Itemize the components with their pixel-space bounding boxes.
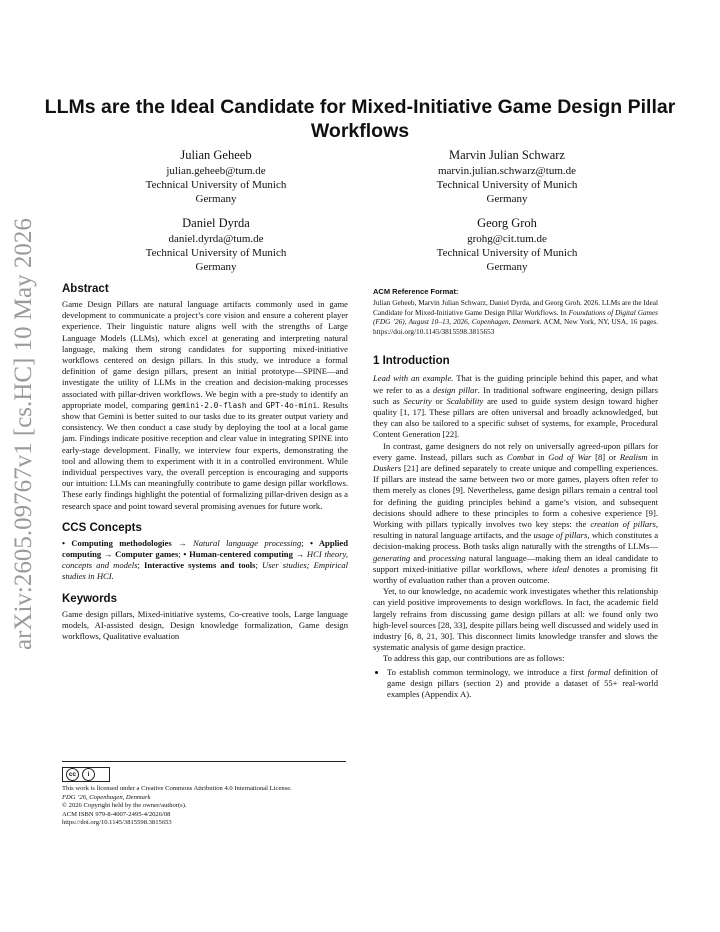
license-doi[interactable]: https://doi.org/10.1145/3815598.3815653 (62, 819, 172, 827)
ccs-sep: ; (301, 537, 304, 548)
author-country: Germany (195, 193, 237, 205)
acm-ref-venue: Foundations of Digital Games (FDG ’26), August 10–13, 2026, Copenhagen, Denmark (373, 307, 658, 327)
ccs-term: • Human-centered computing (183, 549, 293, 560)
author-affiliation: Technical University of Munich (436, 179, 578, 191)
author-country: Germany (195, 261, 237, 273)
arrow-glyph: → (295, 549, 305, 560)
intro-lead: Lead with an example. (373, 373, 454, 384)
license-copyright: © 2026 Copyright held by the owner/author(s). (62, 802, 187, 810)
ccs-term: HCI theory, concepts and models (62, 549, 348, 571)
abstract-part: Game Design Pillars are natural language artifacts commonly used in game development to communicate a project’s core vision and ensure a coherent player experience. Their linguistic nature aligns well with the strengths of Large Language Models (LLMs), which excel at generating and interpreting natural language, making them strong candidates for supporting mixed-initiative workflows centered on design pillars. In this study, we introduce a formal definition of game design pillars, present an initial prototype—SPINE—and investigate the utility of LLMs in the creation and decision-making processes associated with pillar-driven workflows. We begin with a pre-study to identify an appropriate model, comparing (62, 299, 348, 410)
ccs-term: • Computing methodologies (62, 537, 172, 548)
contribution-list (373, 667, 658, 701)
model-name: gemini-2.0-flash (171, 400, 247, 410)
author-block (96, 215, 336, 274)
ccs-text (62, 538, 348, 583)
author-block (387, 215, 627, 274)
author-country: Germany (486, 193, 528, 205)
acm-ref-part: Julian Geheeb, Marvin Julian Schwarz, Daniel Dyrda, and Georg Groh. 2026. LLMs are the Ideal Candidate for Mixed-Initiative Game Design Pillar Workflows. In (373, 298, 658, 317)
author-email[interactable]: julian.geheeb@tum.de (166, 165, 266, 177)
author-name: Daniel Dyrda (182, 216, 250, 230)
abstract-text (62, 299, 348, 512)
author-name: Georg Groh (477, 216, 537, 230)
ccs-sep: ; (137, 560, 140, 571)
intro-paragraph: In contrast, game designers do not rely on universally agreed-upon pillars for every game. Instead, pillars such as Combat in God of War [8] or Realism in Duskers [21] are defined separately to create unique and compelling experiences. If pillars are instead the same between two or more games, players often refer to them merely as clones [9]. Nevertheless, game design pillars remain a central tool for defining the guiding principles behind a game’s vision, and subsequent decisions should adhere to these principles to form a cohesive experience [9]. Working with pillars typically involves two key steps: the creation of pillars, resulting in natural language artifacts, and the usage of pillars, which constitutes a decision-making process. Both tasks align naturally with the strengths of LLMs—generating and processing natural language—making them an ideal candidate to support mixed-initiative pillar workflows, where ideal denotes a promising fit worthy of evaluation rather than a proven outcome. (373, 440, 659, 586)
acm-ref-text (373, 298, 658, 336)
author-name: Julian Geheeb (180, 148, 252, 162)
acm-ref-part: . ACM, New York, NY, USA, 16 pages. https://doi.org/10.1145/3815598.3815653 (373, 317, 658, 336)
author-email[interactable]: grohg@cit.tum.de (467, 233, 547, 245)
arxiv-stamp: arXiv:2605.09767v1 [cs.HC] 10 May 2026 (10, 218, 37, 650)
right-column (373, 287, 658, 700)
abstract-part: . Results show that Gemini is better suited to our tasks due to its greater output variety and consistency. We then conduct a case study by deploying the tool at a local game jam. Findings indicate positive reception and clear value in integrating SPINE into early-stage development. Finally, we interview four experts, demonstrating the tool and allowing them to experiment with it in a controlled environment. While individual perspectives vary, the overall perception is encouraging and supports our intuition: LLMs can meaningfully contribute to game design pillar workflows. These early findings highlight the potential of formalizing pillar-driven design as a research space and point toward several promising avenues for future work. (62, 399, 348, 511)
intro-paragraph: Lead with an example. That is the guiding principle behind this paper, and what we refer to as a design pillar. In traditional software engineering, design pillars such as Security or Scalability are used to guide system design toward higher quality [1, 17]. These pillars are often universal and broadly acknowledged, but they can also be tailored to a specific subset of systems, for example, Procedural Content Generation [22]. (373, 373, 659, 440)
paper-title: LLMs are the Ideal Candidate for Mixed-Initiative Game Design Pillar Workflows (44, 96, 676, 142)
license-venue: FDG ’26, Copenhagen, Denmark (62, 793, 151, 801)
ccs-term: User studies; Empirical studies in HCI. (62, 560, 348, 582)
author-affiliation: Technical University of Munich (145, 179, 287, 191)
arrow-glyph: → (178, 537, 187, 548)
arrow-glyph: → (103, 549, 113, 560)
left-column (62, 283, 348, 642)
author-affiliation: Technical University of Munich (436, 247, 578, 259)
license-isbn: ACM ISBN 979-8-4007-2495-4/2026/08 (62, 810, 171, 818)
keywords-heading: Keywords (62, 592, 117, 605)
intro-paragraph: Yet, to our knowledge, no academic work investigates whether this relationship can yield positive improvements to design workflows. In fact, the academic field largely refrains from discussing game design pillars at all: we found only two high-level sources [28, 33], despite pillars being well discussed and widely used in industry [6, 8, 21, 30]. This disconnect limits knowledge transfer and slows the systematic analysis of game design practice. (373, 586, 658, 653)
author-block (387, 147, 627, 206)
list-item: • To establish common terminology, we introduce a first formal definition of game design pillars (section 2) and provide a dataset of 55+ real-world examples (Appendix A). (387, 667, 658, 701)
author-affiliation: Technical University of Munich (145, 247, 287, 259)
intro-heading: 1 Introduction (373, 355, 450, 368)
author-country: Germany (486, 261, 528, 273)
ccs-sep: ; (255, 560, 258, 571)
license-line: This work is licensed under a Creative Commons Attribution 4.0 International License. (62, 785, 292, 792)
author-block (96, 147, 336, 206)
license-divider (62, 761, 346, 762)
ccs-sep: ; (178, 549, 181, 560)
author-email[interactable]: daniel.dyrda@tum.de (168, 233, 264, 245)
cc-icon: cc (66, 768, 79, 781)
by-icon: i (82, 768, 95, 781)
ccs-heading: CCS Concepts (62, 521, 142, 534)
abstract-heading: Abstract (62, 283, 109, 295)
ccs-term: • Applied computing (62, 537, 348, 560)
intro-paragraph: To address this gap, our contributions are as follows: (383, 653, 565, 664)
ccs-term: Interactive systems and tools (143, 560, 256, 571)
abstract-part: and (249, 399, 263, 410)
acm-ref-heading: ACM Reference Format: (373, 287, 459, 296)
model-name: GPT-4o-mini (265, 400, 318, 410)
ccs-term: Natural language processing (192, 537, 302, 548)
cc-by-badge[interactable] (62, 767, 110, 782)
keywords-text: Game design pillars, Mixed-initiative systems, Co-creative tools, Large language models, AI-assisted design, Design knowledge formalization, Game design workflows, Qualitative evaluation (62, 608, 348, 642)
author-email[interactable]: marvin.julian.schwarz@tum.de (437, 165, 577, 177)
author-name: Marvin Julian Schwarz (449, 148, 565, 162)
ccs-term: Computer games (115, 549, 179, 560)
license-block (62, 767, 352, 828)
